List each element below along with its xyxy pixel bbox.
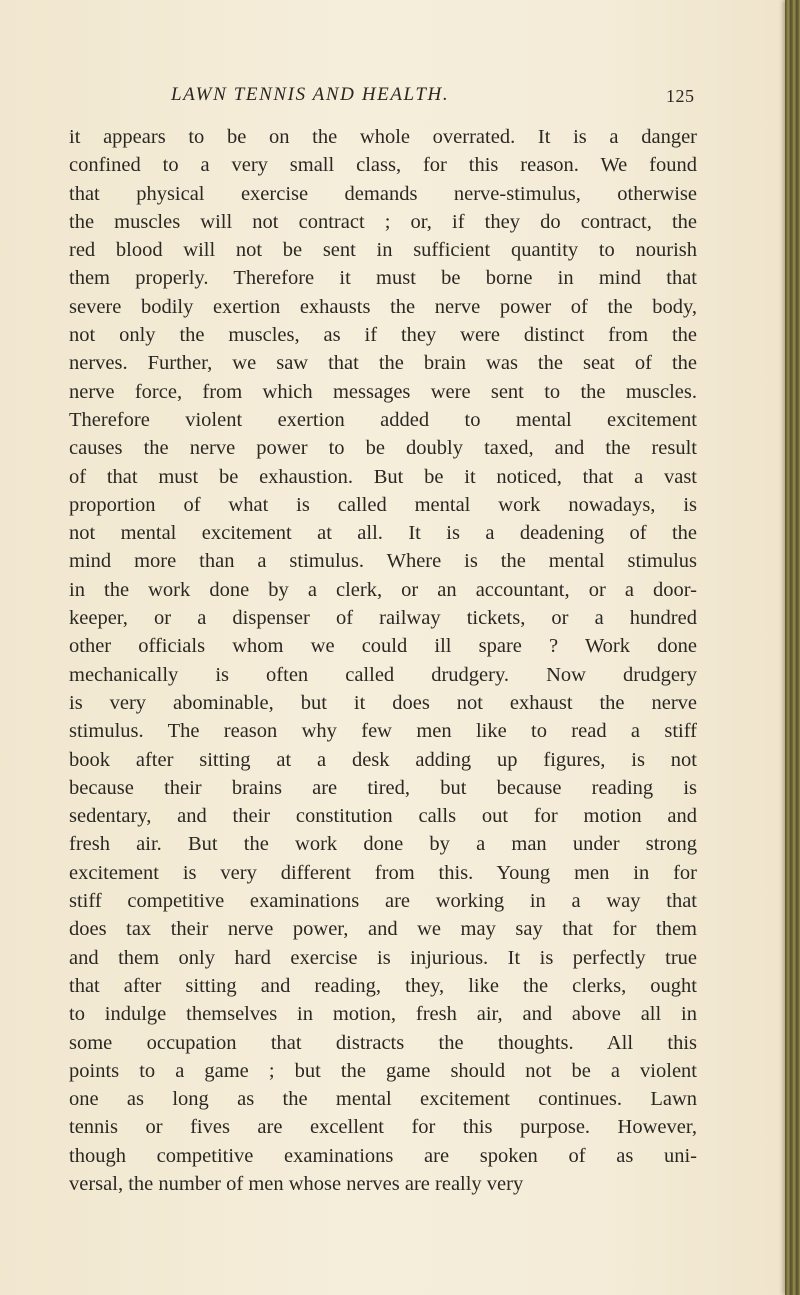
text-line: though competitive examinations are spoken of as uni- xyxy=(69,1144,697,1167)
body-text xyxy=(69,123,697,1198)
text-line: excitement is very different from this. Young men in for xyxy=(69,861,697,884)
text-line: some occupation that distracts the thoughts. All this xyxy=(69,1031,697,1054)
text-line: nerve force, from which messages were sent to the muscles. xyxy=(69,380,697,403)
text-line: it appears to be on the whole overrated. It is a danger xyxy=(69,126,697,148)
text-line: causes the nerve power to be doubly taxed, and the result xyxy=(69,437,697,460)
running-title: LAWN TENNIS AND HEALTH. xyxy=(171,84,450,105)
text-line: mechanically is often called drudgery. Now drudgery xyxy=(69,663,697,686)
text-line: points to a game ; but the game should not be a violent xyxy=(69,1059,697,1082)
text-line: that physical exercise demands nerve-stimulus, otherwise xyxy=(69,182,697,205)
text-line: that after sitting and reading, they, like the clerks, ought xyxy=(69,974,697,997)
text-line: book after sitting at a desk adding up figures, is not xyxy=(69,748,697,771)
text-line: Therefore violent exertion added to mental excitement xyxy=(69,408,697,431)
text-line: nerves. Further, we saw that the brain was the seat of the xyxy=(69,352,697,375)
text-line: other officials whom we could ill spare ? Work done xyxy=(69,635,697,658)
text-line: fresh air. But the work done by a man under strong xyxy=(69,833,697,856)
running-head xyxy=(0,84,780,110)
text-line: sedentary, and their constitution calls out for motion and xyxy=(69,805,697,828)
text-line: of that must be exhaustion. But be it noticed, that a vast xyxy=(69,465,697,488)
text-line: one as long as the mental excitement continues. Lawn xyxy=(69,1088,697,1111)
text-line: to indulge themselves in motion, fresh air, and above all in xyxy=(69,1003,697,1026)
text-line: and them only hard exercise is injurious. It is perfectly true xyxy=(69,946,697,969)
text-line: severe bodily exertion exhausts the nerve power of the body, xyxy=(69,295,697,318)
text-line: keeper, or a dispenser of railway tickets, or a hundred xyxy=(69,607,697,630)
text-line: stiff competitive examinations are working in a way that xyxy=(69,890,697,913)
text-line: red blood will not be sent in sufficient quantity to nourish xyxy=(69,239,697,262)
text-line: not mental excitement at all. It is a deadening of the xyxy=(69,522,697,545)
text-line: them properly. Therefore it must be borne in mind that xyxy=(69,267,697,290)
text-line: does tax their nerve power, and we may say that for them xyxy=(69,918,697,941)
book-spine-edge xyxy=(785,0,800,1295)
text-line: not only the muscles, as if they were distinct from the xyxy=(69,324,697,347)
text-line: the muscles will not contract ; or, if they do contract, the xyxy=(69,210,697,233)
page-number: 125 xyxy=(666,86,695,106)
text-line: versal, the number of men whose nerves are really very xyxy=(69,1172,524,1195)
text-line: stimulus. The reason why few men like to read a stiff xyxy=(69,720,697,743)
text-line: is very abominable, but it does not exhaust the nerve xyxy=(69,691,697,714)
text-line: confined to a very small class, for this reason. We found xyxy=(69,154,697,177)
text-line: tennis or fives are excellent for this purpose. However, xyxy=(69,1116,697,1139)
text-line: proportion of what is called mental work nowadays, is xyxy=(69,493,697,516)
text-line: because their brains are tired, but because reading is xyxy=(69,776,697,799)
text-line: in the work done by a clerk, or an accountant, or a door- xyxy=(69,578,697,601)
text-line: mind more than a stimulus. Where is the mental stimulus xyxy=(69,550,697,573)
